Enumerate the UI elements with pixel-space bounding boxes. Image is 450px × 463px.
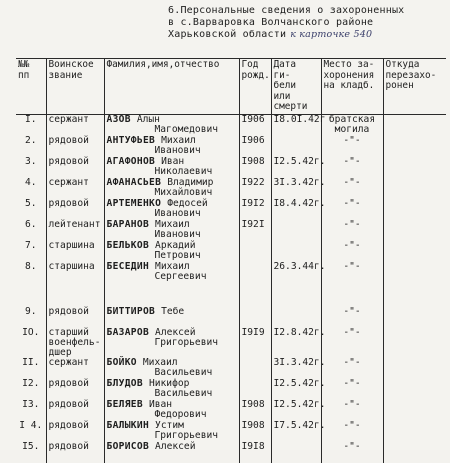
row-rank: сержант: [46, 178, 104, 199]
patronymic: Петрович: [154, 249, 201, 261]
row-rank: рядовой: [46, 379, 104, 400]
surname: БЕЛЯЕВ: [106, 398, 143, 410]
table-row: [16, 136, 446, 157]
row-death-date: I2.8.42г.: [271, 328, 321, 358]
patronymic: Сергеевич: [154, 270, 207, 282]
patronymic: Иванович: [154, 207, 201, 219]
row-death-date: 3I.3.42г.: [271, 358, 321, 379]
table-row: [16, 400, 446, 421]
patronymic: Михайлович: [154, 186, 213, 198]
row-number: II.: [22, 356, 40, 368]
table-row: [16, 442, 446, 463]
given-name: Михаил: [142, 356, 178, 368]
surname: АГАФОНОВ: [106, 155, 156, 167]
row-birth-year: I9I8: [239, 442, 271, 463]
surname: АРТЕМЕНКО: [106, 197, 162, 209]
surname: АЗОВ: [106, 113, 131, 125]
row-name: [104, 328, 239, 358]
row-name: [104, 199, 239, 220]
row-birth-year: I906: [239, 114, 271, 136]
row-reburied-from: [383, 220, 446, 241]
surname: АНТУФЬЕВ: [106, 134, 156, 146]
row-name: [104, 114, 239, 136]
table-row: [16, 199, 446, 220]
row-rank: сержант: [46, 358, 104, 379]
table-row: [16, 241, 446, 262]
patronymic: Григорьевич: [154, 336, 219, 348]
row-reburied-from: [383, 442, 446, 463]
table-row: [16, 421, 446, 442]
given-name: Владимир: [167, 176, 214, 188]
patronymic: Иванович: [154, 228, 201, 240]
row-reburied-from: [383, 157, 446, 178]
row-birth-year: [239, 241, 271, 262]
row-burial-place: -"-: [321, 178, 383, 199]
surname: БИТТИРОВ: [106, 305, 156, 317]
header-year: Год рожд.: [239, 59, 271, 115]
row-rank: рядовой: [46, 307, 104, 328]
row-death-date: 26.3.44г.: [271, 262, 321, 307]
row-name: [104, 262, 239, 307]
row-birth-year: I908: [239, 157, 271, 178]
row-birth-year: I9I2: [239, 199, 271, 220]
given-name: Алексей: [155, 326, 196, 338]
row-birth-year: I906: [239, 136, 271, 157]
row-burial-place: -"-: [321, 358, 383, 379]
surname: БЕЛЬКОВ: [106, 239, 150, 251]
row-rank: рядовой: [46, 442, 104, 463]
given-name: Алексей: [155, 440, 196, 452]
header-death: Дата ги- бели или смерти: [271, 59, 321, 115]
row-death-date: 3I.3.42г.: [271, 178, 321, 199]
row-death-date: [271, 307, 321, 328]
row-rank: старший военфель- дшер: [46, 328, 104, 358]
header-num: №№ пп: [16, 59, 46, 115]
row-birth-year: [239, 358, 271, 379]
row-name: [104, 136, 239, 157]
patronymic: Григорьевич: [154, 429, 219, 441]
patronymic: Федорович: [154, 408, 207, 420]
row-burial-place: -"-: [321, 307, 383, 328]
row-name: [104, 442, 239, 463]
row-burial-place: -"-: [321, 262, 383, 307]
handwritten-note: к карточке 540: [290, 29, 373, 40]
row-burial-place: -"-: [321, 400, 383, 421]
title-line-3-text: Харьковской области: [168, 29, 287, 40]
table-row: [16, 220, 446, 241]
row-rank: сержант: [46, 114, 104, 136]
title-line-2: в с.Варваровка Волчанского районе: [168, 17, 374, 28]
row-death-date: I7.5.42г.: [271, 421, 321, 442]
row-burial-place: -"-: [321, 379, 383, 400]
row-birth-year: [239, 307, 271, 328]
row-name: [104, 157, 239, 178]
row-burial-place: -"-: [321, 421, 383, 442]
row-number: 6.: [24, 218, 37, 230]
row-number: 9.: [24, 305, 37, 317]
row-reburied-from: [383, 262, 446, 307]
row-death-date: [271, 241, 321, 262]
row-birth-year: I908: [239, 400, 271, 421]
surname: БОЙКО: [106, 356, 137, 368]
row-rank: рядовой: [46, 421, 104, 442]
row-reburied-from: [383, 178, 446, 199]
row-burial-place: -"-: [321, 199, 383, 220]
row-birth-year: I9I9: [239, 328, 271, 358]
header-from: Откуда перезахо- ронен: [383, 59, 446, 115]
row-reburied-from: [383, 199, 446, 220]
row-number: I 4.: [19, 419, 43, 431]
document-title: [168, 5, 448, 41]
row-burial-place: -"-: [321, 136, 383, 157]
row-number: IO.: [22, 326, 40, 338]
title-line-3: [168, 29, 448, 41]
table-header-row: [16, 59, 446, 115]
surname: БЕСЕДИН: [106, 260, 150, 272]
row-burial-place: -"-: [321, 220, 383, 241]
row-reburied-from: [383, 421, 446, 442]
header-burial: Место за- хоронения на кладб.: [321, 59, 383, 115]
burial-table: [16, 58, 446, 463]
table-row: [16, 379, 446, 400]
given-name: Михаил: [161, 134, 196, 146]
given-name: Устим: [155, 419, 184, 431]
row-burial-place: -"-: [321, 157, 383, 178]
row-rank: рядовой: [46, 136, 104, 157]
row-name: [104, 220, 239, 241]
surname: БАЛЫКИН: [106, 419, 150, 431]
row-rank: рядовой: [46, 157, 104, 178]
row-rank: лейтенант: [46, 220, 104, 241]
given-name: Федосей: [167, 197, 208, 209]
given-name: Иван: [148, 398, 173, 410]
patronymic: Васильевич: [154, 387, 213, 399]
row-reburied-from: [383, 114, 446, 136]
given-name: Тебе: [161, 305, 185, 317]
patronymic: Васильевич: [154, 366, 213, 378]
row-name: [104, 307, 239, 328]
row-reburied-from: [383, 241, 446, 262]
given-name: Аркадий: [155, 239, 196, 251]
row-number: I2.: [22, 377, 40, 389]
row-number: 7.: [24, 239, 37, 251]
given-name: Михаил: [155, 218, 190, 230]
row-name: [104, 400, 239, 421]
table-row: [16, 262, 446, 307]
row-rank: рядовой: [46, 199, 104, 220]
row-rank: рядовой: [46, 400, 104, 421]
row-death-date: I2.5.42г.: [271, 157, 321, 178]
title-line-1: 6.Персональные сведения о захороненных: [168, 5, 405, 16]
row-burial-place: братская могила: [321, 114, 383, 136]
row-reburied-from: [383, 328, 446, 358]
surname: БАЗАРОВ: [106, 326, 150, 338]
row-number: 3.: [24, 155, 37, 167]
patronymic: Иванович: [154, 144, 201, 156]
row-reburied-from: [383, 307, 446, 328]
row-rank: старшина: [46, 241, 104, 262]
table-row: [16, 328, 446, 358]
row-reburied-from: [383, 379, 446, 400]
given-name: Алын: [136, 113, 160, 125]
row-name: [104, 241, 239, 262]
given-name: Михаил: [155, 260, 190, 272]
table-row: [16, 157, 446, 178]
row-burial-place: -"-: [321, 241, 383, 262]
row-number: I.: [24, 113, 37, 125]
row-rank: старшина: [46, 262, 104, 307]
row-birth-year: [239, 262, 271, 307]
row-reburied-from: [383, 136, 446, 157]
row-birth-year: [239, 379, 271, 400]
surname: БАРАНОВ: [106, 218, 150, 230]
row-death-date: I2.5.42г.: [271, 379, 321, 400]
header-rank: Воинское звание: [46, 59, 104, 115]
row-death-date: [271, 136, 321, 157]
row-death-date: [271, 220, 321, 241]
surname: БЛУДОВ: [106, 377, 143, 389]
row-death-date: [271, 442, 321, 463]
row-reburied-from: [383, 400, 446, 421]
row-burial-place: -"-: [321, 328, 383, 358]
row-name: [104, 421, 239, 442]
row-number: 2.: [24, 134, 37, 146]
row-number: I5.: [22, 440, 40, 452]
table-row: [16, 358, 446, 379]
row-death-date: I8.0I.42г: [271, 114, 321, 136]
table-row: [16, 114, 446, 136]
row-number: 8.: [24, 260, 37, 272]
row-number: 4.: [24, 176, 37, 188]
row-number: I3.: [22, 398, 40, 410]
header-name: Фамилия,имя,отчество: [104, 59, 239, 115]
given-name: Никифор: [148, 377, 190, 389]
table-row: [16, 307, 446, 328]
row-number: 5.: [24, 197, 37, 209]
surname: БОРИСОВ: [106, 440, 150, 452]
row-birth-year: I92I: [239, 220, 271, 241]
row-birth-year: I922: [239, 178, 271, 199]
patronymic: Николаевич: [154, 165, 213, 177]
row-name: [104, 178, 239, 199]
row-burial-place: -"-: [321, 442, 383, 463]
row-death-date: I2.5.42г.: [271, 400, 321, 421]
patronymic: Магомедович: [154, 123, 219, 135]
given-name: Иван: [161, 155, 185, 167]
row-birth-year: I908: [239, 421, 271, 442]
table-row: [16, 178, 446, 199]
surname: АФАНАСЬЕВ: [106, 176, 162, 188]
row-name: [104, 379, 239, 400]
row-reburied-from: [383, 358, 446, 379]
row-death-date: I8.4.42г.: [271, 199, 321, 220]
row-name: [104, 358, 239, 379]
